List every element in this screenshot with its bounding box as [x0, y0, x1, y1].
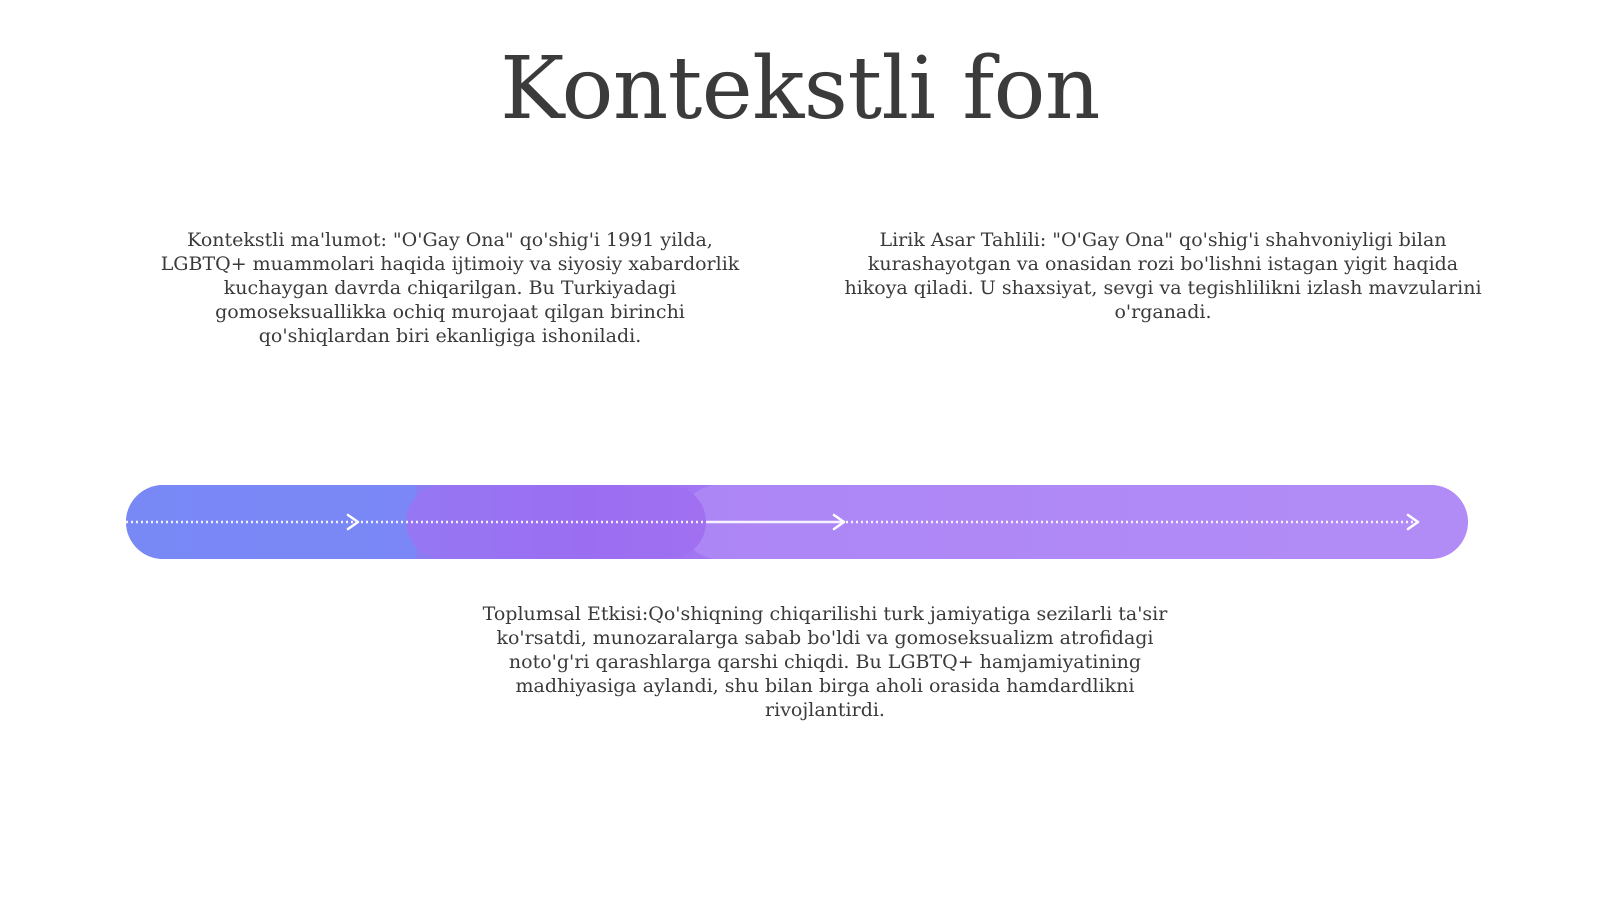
- social-impact-text: Toplumsal Etkisi:Qo'shiqning chiqarilishi turk jamiyatiga sezilarli ta'sir ko'rsatdi, munozaralarga sabab bo'ldi va gomoseksualizm atrofidagi noto'g'ri qarashlarga qarshi chiqdi. Bu LGBTQ+ hamjamiyatining madhiyasiga aylandi, shu bilan birga aholi orasida hamdardlikni rivojlantirdi.: [482, 603, 1168, 721]
- context-info-text: Kontekstli ma'lumot: "O'Gay Ona" qo'shig'i 1991 yilda, LGBTQ+ muammolari haqida ijtimoiy va siyosiy xabardorlik kuchaygan davrda chiqarilgan. Bu Turkiyadagi gomoseksuallikka ochiq murojaat qilgan birinchi qo'shiqlardan biri ekanligiga ishoniladi.: [160, 229, 740, 347]
- slide-title: Kontekstli fon: [500, 39, 1100, 139]
- timeline-bar: [126, 485, 1468, 559]
- timeline-arrows: [126, 485, 1468, 559]
- lyric-analysis-text: Lirik Asar Tahlili: "O'Gay Ona" qo'shig'i shahvoniyligi bilan kurashayotgan va onasidan rozi bo'lishni istagan yigit haqida hikoya qiladi. U shaxsiyat, sevgi va tegishlilikni izlash mavzularini o'rganadi.: [844, 229, 1482, 323]
